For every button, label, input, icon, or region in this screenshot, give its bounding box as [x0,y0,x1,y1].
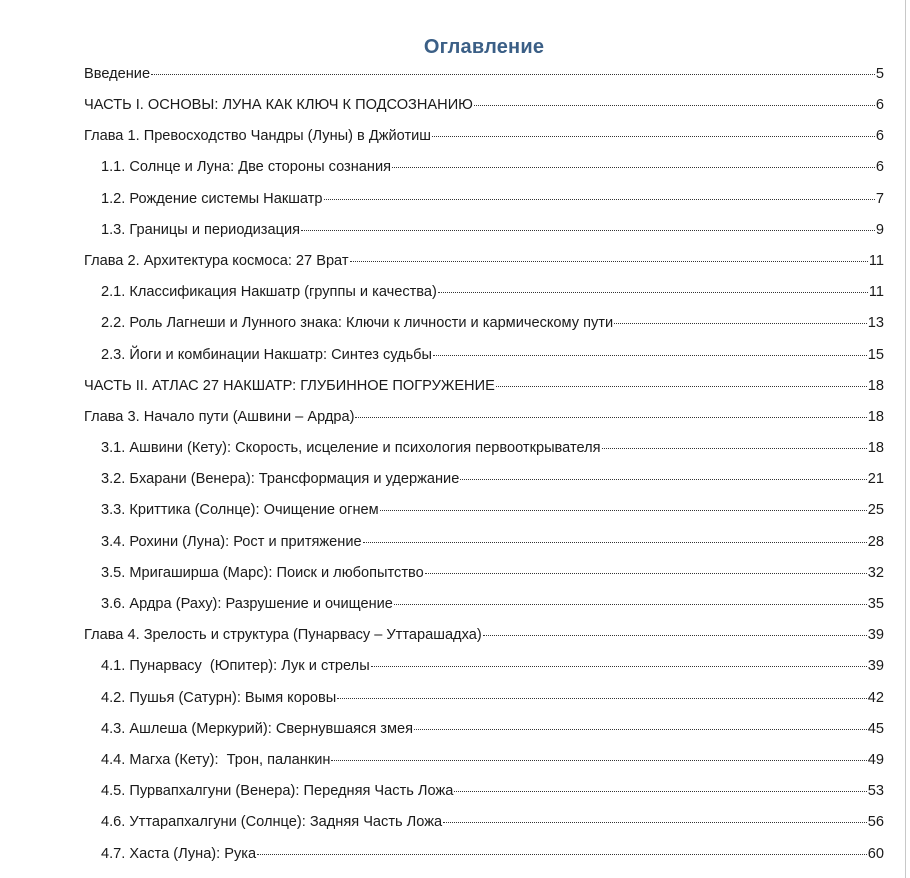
toc-entry-title: 3.2. Бхарани (Венера): Трансформация и удержание [101,471,460,488]
toc-subentry[interactable] [0,842,884,873]
toc-page-number: 60 [867,845,884,862]
toc-dot-leader [432,135,875,137]
toc-entry-title: ЧАСТЬ I. ОСНОВЫ: ЛУНА КАК КЛЮЧ К ПОДСОЗНАНИЮ [84,97,473,113]
toc-subentry[interactable] [0,498,884,529]
toc-list [0,62,910,873]
toc-title: Оглавление [423,36,545,58]
toc-page-number: 13 [867,315,884,332]
toc-entry-title: 1.2. Рождение системы Накшатр [101,190,323,207]
toc-page-number: 9 [875,221,884,238]
toc-entry-title: ЧАСТЬ II. АТЛАС 27 НАКШАТР: ГЛУБИННОЕ ПОГРУЖЕНИЕ [84,377,495,394]
toc-entry-title: 3.3. Криттика (Солнце): Очищение огнем [101,502,379,519]
toc-dot-leader [496,385,867,387]
toc-dot-leader [324,198,875,200]
toc-dot-leader [414,728,867,730]
toc-page-number: 5 [875,66,884,82]
toc-dot-leader [425,572,867,574]
toc-subentry[interactable] [0,654,884,685]
toc-subentry[interactable] [0,436,884,467]
toc-subentry[interactable] [0,686,884,717]
toc-dot-leader [380,509,867,511]
toc-dot-leader [433,354,867,356]
toc-page-number: 35 [867,596,884,612]
toc-page-number: 6 [875,97,884,113]
toc-subentry[interactable] [0,561,884,592]
toc-page-number: 45 [867,720,884,737]
toc-dot-leader [474,104,875,106]
toc-page-number: 39 [867,658,884,675]
toc-page-number: 18 [867,408,884,425]
toc-entry-title: 3.6. Ардра (Раху): Разрушение и очищение [101,596,393,612]
toc-page-number: 18 [867,377,884,394]
toc-page-number: 7 [875,190,884,207]
toc-page-number: 11 [868,284,884,301]
toc-dot-leader [363,541,867,543]
toc-page-number: 39 [867,627,884,644]
toc-page-number: 15 [867,346,884,363]
toc-entry-title: 3.5. Мригаширша (Марс): Поиск и любопытство [101,564,424,581]
toc-dot-leader [392,166,875,168]
toc-dot-leader [331,759,866,761]
toc-page-number: 56 [867,814,884,831]
toc-subentry[interactable] [0,748,884,779]
toc-page-number: 6 [875,128,884,145]
toc-page-number: 42 [867,689,884,706]
toc-subentry[interactable] [0,343,884,374]
toc-entry[interactable] [0,93,884,124]
toc-entry[interactable] [0,249,884,280]
toc-entry-title: Глава 3. Начало пути (Ашвини – Ардра) [84,408,355,425]
toc-dot-leader [301,229,875,231]
toc-dot-leader [394,603,867,605]
toc-page-number: 25 [867,502,884,519]
toc-entry-title: Глава 1. Превосходство Чандры (Луны) в Джйотиш [84,128,431,145]
toc-dot-leader [350,260,868,262]
toc-subentry[interactable] [0,779,884,810]
toc-subentry[interactable] [0,717,884,748]
toc-subentry[interactable] [0,311,884,342]
toc-dot-leader [371,665,867,667]
toc-subentry[interactable] [0,187,884,218]
toc-subentry[interactable] [0,530,884,561]
toc-entry-title: 4.6. Уттарапхалгуни (Солнце): Задняя Часть Ложа [101,814,443,831]
toc-dot-leader [443,821,867,823]
toc-entry-title: 4.2. Пушья (Сатурн): Вымя коровы [101,689,337,706]
toc-page-number: 11 [868,252,884,269]
toc-entry[interactable] [0,124,884,155]
toc-page-number: 49 [867,751,884,768]
toc-subentry[interactable] [0,218,884,249]
toc-page-number: 6 [875,159,884,176]
toc-entry-title: 4.4. Магха (Кету): Трон, паланкин [101,751,331,768]
toc-entry-title: 2.1. Классификация Накшатр (группы и качества) [101,284,437,301]
toc-entry-title: 3.1. Ашвини (Кету): Скорость, исцеление и психология первооткрывателя [101,440,601,457]
toc-subentry[interactable] [0,467,884,498]
toc-subentry[interactable] [0,155,884,186]
toc-entry-title: 4.3. Ашлеша (Меркурий): Свернувшаяся змея [101,720,414,737]
toc-entry-title: Глава 2. Архитектура космоса: 27 Врат [84,252,349,269]
toc-entry-title: 2.2. Роль Лагнеши и Лунного знака: Ключи к личности и кармическому пути [101,315,614,332]
toc-entry-title: Введение [84,66,151,82]
toc-dot-leader [151,73,875,75]
toc-entry-title: 2.3. Йоги и комбинации Накшатр: Синтез судьбы [101,346,433,363]
toc-subentry[interactable] [0,280,884,311]
toc-page-number: 28 [867,533,884,550]
toc-entry-title: 3.4. Рохини (Луна): Рост и притяжение [101,533,362,550]
toc-entry-title: Глава 4. Зрелость и структура (Пунарвасу – Уттарашадха) [84,627,482,644]
toc-dot-leader [438,291,868,293]
toc-subentry[interactable] [0,810,884,841]
toc-entry-title: 4.5. Пурвапхалгуни (Венера): Передняя Часть Ложа [101,783,454,800]
toc-dot-leader [460,478,866,480]
toc-entry[interactable] [0,623,884,654]
toc-dot-leader [454,790,866,792]
toc-dot-leader [355,416,866,418]
toc-dot-leader [257,853,867,855]
toc-dot-leader [483,634,867,636]
toc-page-number: 21 [867,471,884,488]
toc-entry[interactable] [0,62,884,93]
toc-entry-title: 1.3. Границы и периодизация [101,221,301,238]
toc-entry-title: 4.1. Пунарвасу (Юпитер): Лук и стрелы [101,658,370,675]
toc-page-number: 18 [867,440,884,457]
toc-page-number: 53 [867,783,884,800]
toc-dot-leader [602,447,867,449]
toc-dot-leader [337,697,866,699]
toc-page-number: 32 [867,564,884,581]
toc-entry-title: 4.7. Хаста (Луна): Рука [101,845,257,862]
toc-entry-title: 1.1. Солнце и Луна: Две стороны сознания [101,159,392,176]
toc-entry[interactable] [0,374,884,405]
toc-dot-leader [614,322,867,324]
toc-subentry[interactable] [0,592,884,623]
toc-entry[interactable] [0,405,884,436]
